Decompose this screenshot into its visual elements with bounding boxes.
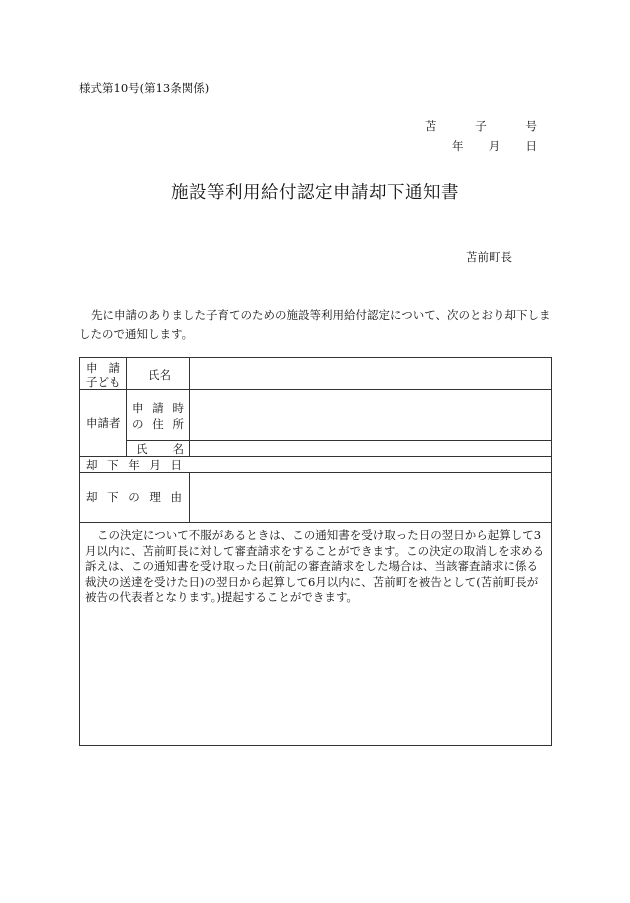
doc-number-mid: 子 (475, 119, 487, 133)
applicant-label: 申請者 (86, 416, 121, 430)
rejection-date-label: 却 下 年 月 日 (86, 458, 182, 472)
document-date (452, 138, 537, 154)
doc-number-prefix: 苫 (425, 119, 437, 133)
date-year: 年 (452, 139, 464, 153)
body-text: 先に申請のありました子育てのための施設等利用給付認定について、次のとおり却下しましたので通知します。 (79, 308, 551, 341)
col-divider (126, 358, 127, 389)
document-number (425, 118, 537, 134)
date-month: 月 (488, 139, 501, 153)
child-label-line2: 子ども (86, 375, 121, 389)
applicant-name-field[interactable] (193, 442, 546, 454)
col-divider (126, 389, 127, 456)
address-label-line2: の 住 所 (132, 417, 184, 431)
issuer: 苫前町長 (466, 250, 512, 264)
form-number: 様式第10号(第13条関係) (79, 81, 210, 95)
child-name-label: 氏名 (148, 368, 171, 382)
row-divider (80, 522, 551, 523)
doc-number-suffix: 号 (525, 119, 537, 133)
form-table (79, 357, 552, 746)
col-divider (189, 389, 190, 456)
rejection-date-field[interactable] (193, 458, 546, 470)
applicant-address-field[interactable] (193, 393, 546, 437)
appeal-notice: この決定について不服があるときは、この通知書を受け取った日の翌日から起算して3月以内に、苫前町長に対して審査請求をすることができます。この決定の取消しを求める訴えは、この通知書を受け取った日(前記の審査請求をした場合は、当該審査請求に係る裁決の送達を受けた日)の翌日から起算して6月以内に、苫前町を被告として(苫前町長が被告の代表者となります。)提起することができます。 (85, 528, 545, 604)
child-label-line1: 申 請 (86, 361, 120, 375)
document-title: 施設等利用給付認定申請却下通知書 (171, 183, 459, 203)
row-divider (80, 389, 551, 390)
date-day: 日 (525, 139, 537, 153)
address-label-line1: 申 請 時 (132, 401, 184, 415)
rejection-reason-label: 却 下 の 理 由 (86, 490, 182, 504)
applicant-name-label: 氏 名 (136, 442, 184, 456)
child-name-field[interactable] (193, 362, 546, 386)
col-divider (189, 472, 190, 522)
rejection-reason-field[interactable] (193, 475, 546, 519)
col-divider (189, 358, 190, 389)
